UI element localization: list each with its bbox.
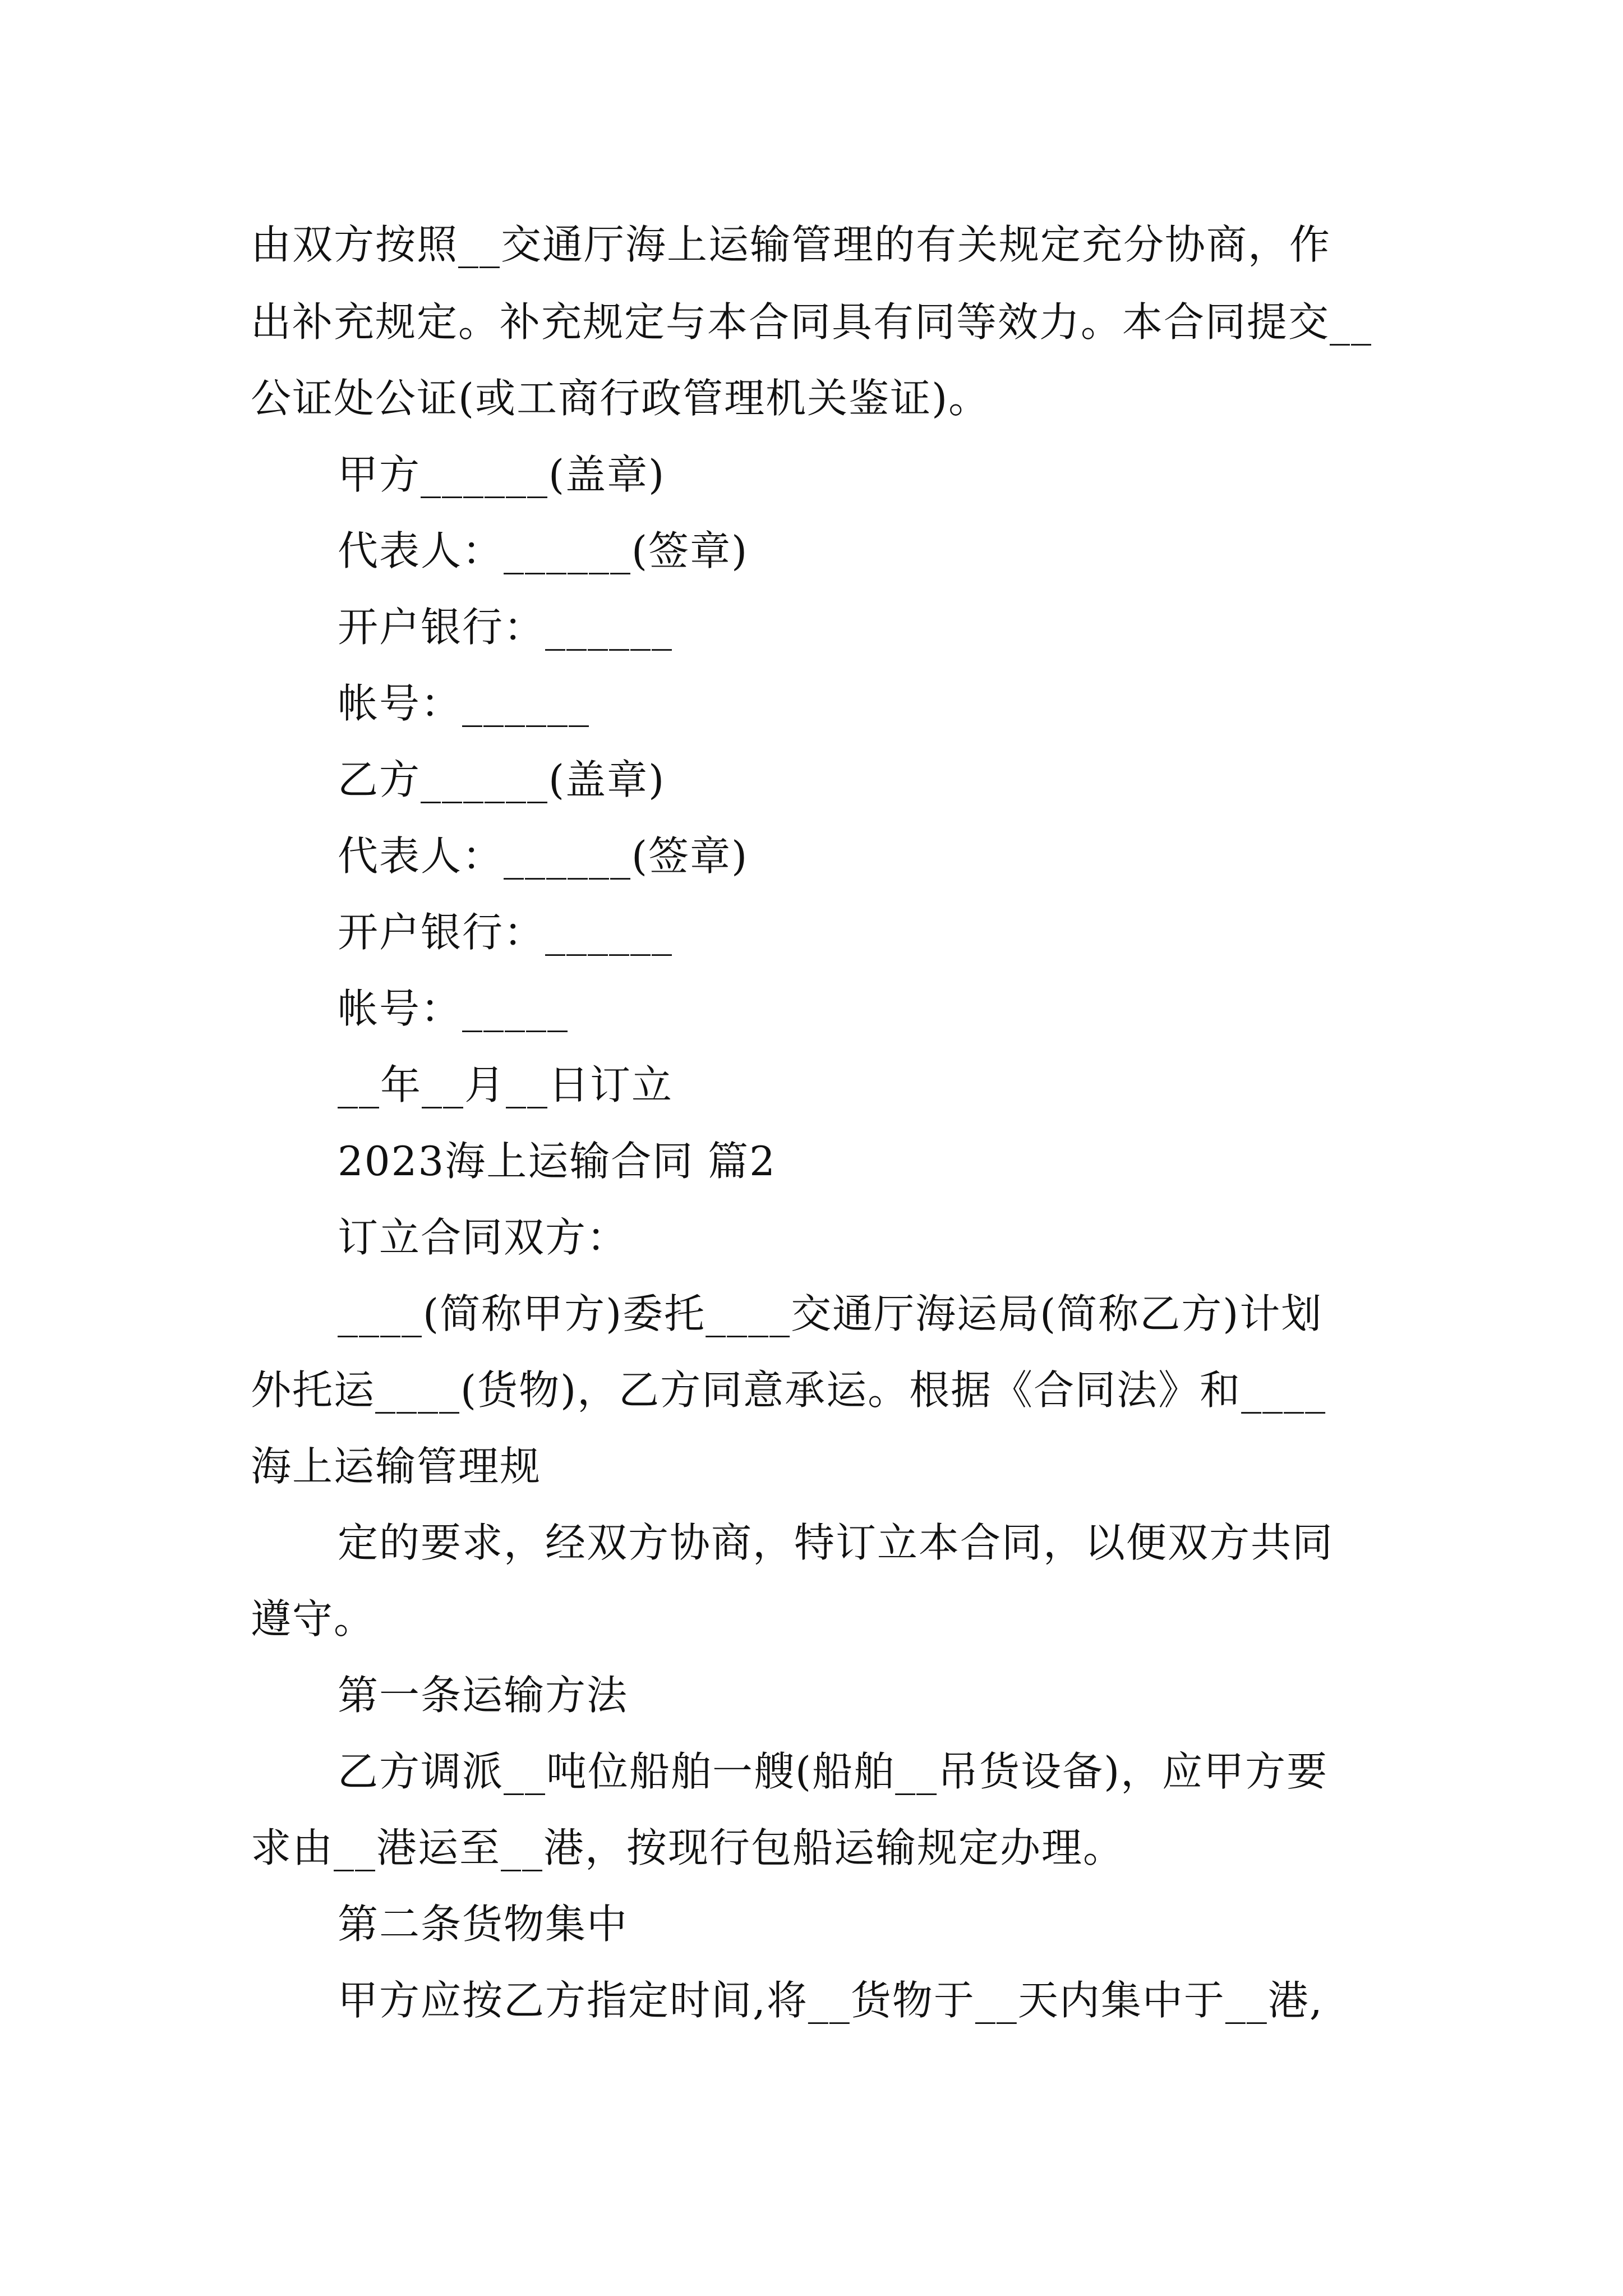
paragraph-line: 甲方应按乙方指定时间,将__货物于__天内集中于__港, [338, 1977, 1324, 2024]
paragraph-line: 定的要求，经双方协商，特订立本合同，以便双方共同 [338, 1519, 1334, 1566]
party-a-seal-line: 甲方______(盖章) [338, 451, 666, 498]
party-b-account-line: 帐号：_____ [338, 985, 569, 1032]
paragraph-line: 由双方按照__交通厅海上运输管理的有关规定充分协商，作 [251, 221, 1331, 268]
paragraph-line: 求由__港运至__港，按现行包船运输规定办理。 [251, 1824, 1125, 1871]
article-heading: 第一条运输方法 [338, 1672, 629, 1719]
party-b-seal-line: 乙方______(盖章) [338, 756, 666, 803]
paragraph-line: 外托运____(货物)，乙方同意承运。根据《合同法》和____ [251, 1366, 1327, 1414]
article-heading: 第二条货物集中 [338, 1901, 629, 1948]
party-a-representative-line: 代表人：______(签章) [338, 527, 749, 574]
section-heading: 2023海上运输合同 篇2 [338, 1138, 776, 1185]
paragraph-line: ____(简称甲方)委托____交通厅海运局(简称乙方)计划 [338, 1290, 1323, 1337]
party-b-representative-line: 代表人：______(签章) [338, 832, 749, 880]
contract-parties-label: 订立合同双方： [338, 1214, 629, 1261]
party-a-account-line: 帐号：______ [338, 680, 591, 727]
paragraph-line: 海上运输管理规 [251, 1443, 542, 1490]
paragraph-line: 乙方调派__吨位船舶一艘(船舶__吊货设备)，应甲方要 [338, 1748, 1329, 1795]
paragraph-line: 遵守。 [251, 1595, 376, 1642]
party-b-bank-line: 开户银行：______ [338, 909, 674, 956]
party-a-bank-line: 开户银行：______ [338, 604, 674, 651]
paragraph-line: 公证处公证(或工商行政管理机关鉴证)。 [251, 375, 990, 422]
date-line: __年__月__日订立 [338, 1061, 674, 1108]
paragraph-line: 出补充规定。补充规定与本合同具有同等效力。本合同提交__ [251, 298, 1373, 346]
